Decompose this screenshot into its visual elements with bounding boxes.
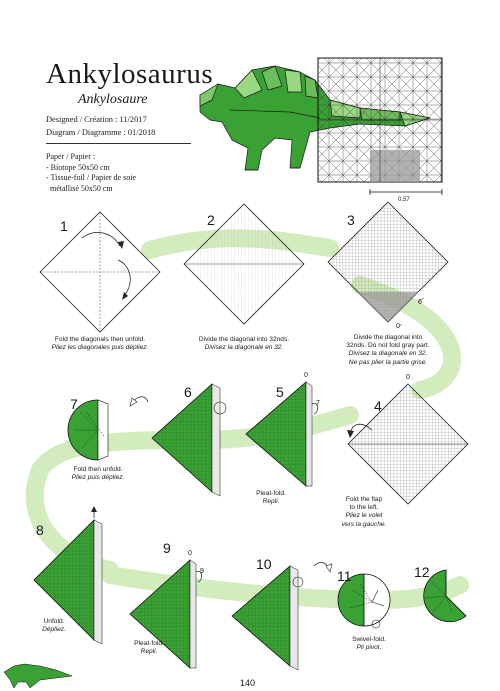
step-number: 6 — [184, 384, 192, 400]
step-3-caption: Divide the diagonal into 32nds. Do not fold gray part. Divisez la diagonale en 32. Ne pas plier la partie grise. — [346, 334, 430, 366]
mark-7: 7 — [316, 400, 320, 407]
step-7-caption: Fold then unfold. Pliez puis dépliez. — [71, 466, 125, 482]
page-number: 140 — [240, 678, 256, 688]
step-number: 5 — [276, 384, 284, 400]
step-1-caption: Fold the diagonals then unfold. Pliez les diagonales puis dépliez. — [51, 336, 149, 352]
step-number: 3 — [347, 212, 355, 228]
step-number: 10 — [256, 556, 272, 572]
step-2-diagram — [184, 204, 304, 324]
step-5-caption: Pleat-fold. Repli. — [256, 490, 286, 506]
step-number: 1 — [60, 218, 68, 234]
step-6-diagram — [152, 384, 226, 496]
mark-0: 0 — [396, 323, 400, 330]
paper-info — [46, 152, 136, 194]
step-number: 12 — [414, 564, 430, 580]
crease-pattern-scale-label: 0.57 — [398, 197, 410, 203]
mark-6: 6 — [418, 299, 422, 306]
step-number: 2 — [207, 212, 215, 228]
mark-9: 9 — [200, 568, 204, 575]
mark-0: 0 — [406, 374, 410, 381]
crease-pattern — [318, 58, 442, 195]
page-subtitle: Ankylosaure — [78, 92, 148, 107]
designed-date: Designed / Création : 11/2017 — [46, 115, 147, 124]
mark-0: 0 — [304, 372, 308, 379]
step-number: 4 — [374, 398, 382, 414]
step-11-caption: Swivel-fold. Pli pivot. — [352, 636, 386, 652]
step-2-caption: Divide the diagonal into 32nds. Divisez la diagonale en 32. — [198, 336, 290, 352]
mark-0: 0 — [188, 550, 192, 557]
paper-line: Paper / Papier : — [46, 152, 96, 161]
step-7-diagram — [68, 397, 148, 460]
step-number: 11 — [337, 568, 352, 584]
step-1-diagram — [40, 212, 160, 332]
step-4-caption: Fold the flap to the left. Pliez le volet vers la gauche. — [341, 496, 387, 528]
page-title: Ankylosaurus — [46, 58, 214, 90]
step-8-caption: Unfold. Dépliez. — [42, 618, 66, 634]
step-number: 9 — [163, 540, 171, 556]
step-10-diagram — [232, 562, 332, 670]
diagram-date: Diagram / Diagramme : 01/2018 — [46, 128, 156, 137]
step-number: 7 — [70, 396, 78, 412]
header-divider — [46, 143, 191, 144]
paper-line: métallisé 50x50 cm — [46, 183, 113, 193]
step-9-caption: Pleat-fold. Repli. — [134, 640, 164, 656]
paper-line: - Biotope 50x50 cm — [46, 162, 110, 172]
step-number: 8 — [36, 522, 44, 538]
step-4-diagram — [347, 384, 468, 504]
footer-ankylosaurus-icon — [4, 664, 72, 688]
paper-line: - Tissue-foil / Papier de soie — [46, 173, 136, 183]
